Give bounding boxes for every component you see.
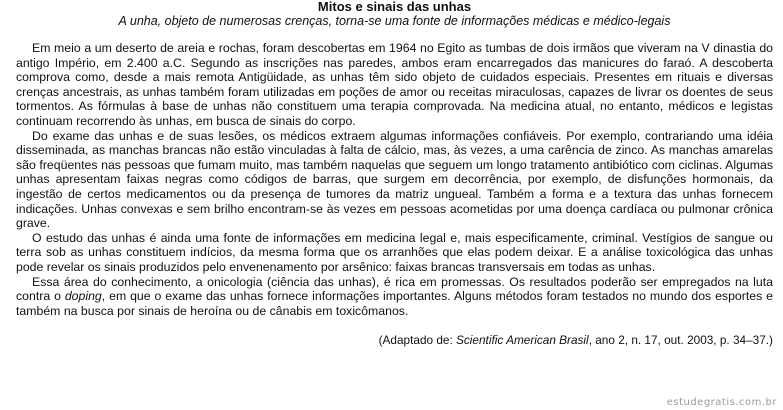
- paragraph-3: O estudo das unhas é ainda uma fonte de informações em medicina legal e, mais especificamente, criminal. Vestígios de sangue ou terra sob as unhas constituem indícios, da mesma forma que os arranhões que elas podem deixar. E a análise toxicológica das unhas pode revelar os sinais produzidos pelo envenenamento por arsênico: faixas brancas transversais em todas as unhas.: [16, 230, 773, 274]
- source-details: , ano 2, n. 17, out. 2003, p. 34–37.): [588, 333, 773, 348]
- watermark: estudegratis.com.br: [666, 397, 777, 408]
- doping-term: doping: [64, 289, 102, 304]
- paragraph-2: Do exame das unhas e de suas lesões, os médicos extraem algumas informações confiáveis. Por exemplo, contrariando uma idéia disseminada, as manchas brancas não estão vinculadas à falta de cálcio, mas, às vezes, a uma carência de zinco. As manchas amarelas são freqüentes nas pessoas que fumam muito, mas também naquelas que seguem um longo tratamento antibiótico com ciclinas. Algumas unhas apresentam faixas negras como códigos de barras, que surgem em decorrência, por exemplo, de disfunções hormonais, da ingestão de certos medicamentos ou da presença de tumores da matriz ungueal. Também a forma e a textura das unhas fornecem indicações. Unhas convexas e sem brilho encontram-se às vezes em pessoas acometidas por uma doença cardíaca ou pulmonar crônica grave.: [16, 128, 773, 231]
- article: [16, 0, 773, 347]
- source-prefix: (Adaptado de:: [378, 333, 457, 348]
- paragraph-4-before: Essa área do conhecimento, a onicologia (ciência das unhas), é rica em promessas. Os resultados poderão ser empregados na luta contra o: [16, 274, 773, 304]
- paragraph-4-after: , em que o exame das unhas fornece informações importantes. Alguns métodos foram testados no mundo dos esportes e também na busca por sinais de heroína ou de cânabis em toxicômanos.: [16, 289, 773, 318]
- paragraph-1: Em meio a um deserto de areia e rochas, foram descobertas em 1964 no Egito as tumbas de dois irmãos que viveram na V dinastia do antigo Império, em 2.400 a.C. Segundo as inscrições nas paredes, ambos eram encarregados das manicures do faraó. A descoberta comprova como, desde a mais remota Antigüidade, as unhas têm sido objeto de cuidados especiais. Presentes em rituais e diversas crenças ancestrais, as unhas também foram utilizadas em poções de amor ou receitas miraculosas, capazes de livrar os doentes de seus tormentos. As fórmulas à base de unhas não constituem uma terapia comprovada. Na medicina atual, no entanto, médicos e legistas continuam recorrendo às unhas, em busca de sinais do corpo.: [16, 41, 773, 128]
- source-publication: Scientific American Brasil: [456, 333, 589, 348]
- article-subtitle: A unha, objeto de numerosas crenças, torna-se uma fonte de informações médicas e médico-legais: [118, 14, 671, 28]
- paragraph-4: [16, 275, 773, 319]
- source-citation: [16, 333, 773, 347]
- article-title: Mitos e sinais das unhas: [317, 0, 472, 14]
